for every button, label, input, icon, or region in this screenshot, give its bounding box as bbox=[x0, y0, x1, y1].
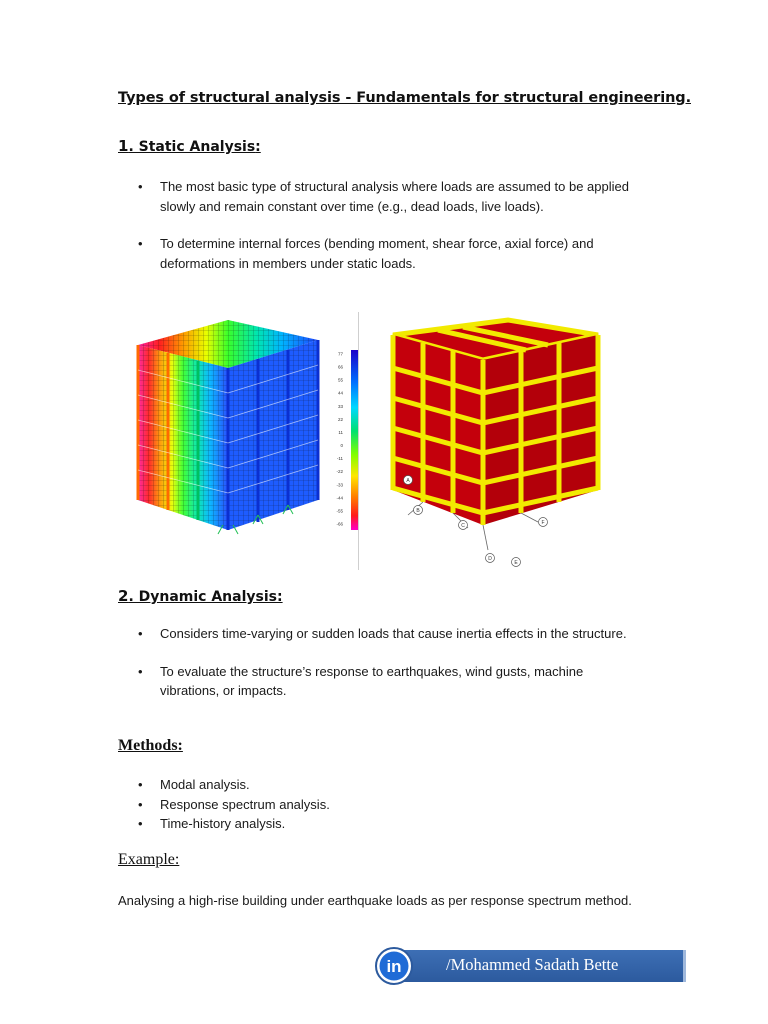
list-item: • Modal analysis. bbox=[138, 775, 638, 795]
section-heading-text: . Static Analysis bbox=[128, 139, 256, 155]
linkedin-icon[interactable] bbox=[374, 946, 414, 986]
legend-tick-label: -11 bbox=[336, 456, 343, 462]
section-heading-static bbox=[118, 137, 261, 155]
example-heading: Example: bbox=[118, 851, 180, 868]
section-heading-dynamic bbox=[118, 587, 283, 605]
list-item: • The most basic type of structural analysis where loads are assumed to be applied slowly and remain constant over time (e.g., dead loads, live loads). bbox=[138, 177, 638, 216]
section-heading-text: . Dynamic Analysis bbox=[128, 589, 277, 605]
contour-building-model bbox=[138, 320, 318, 534]
legend-tick-label: -44 bbox=[336, 495, 343, 501]
author-banner bbox=[386, 950, 686, 982]
legend-tick-label: 33 bbox=[337, 403, 343, 409]
document-title: Types of structural analysis - Fundamentals for structural engineering. bbox=[118, 90, 691, 106]
legend-tick-label: -33 bbox=[336, 482, 343, 488]
author-name: /Mohammed Sadath Bette bbox=[446, 955, 619, 974]
support-label: D bbox=[488, 555, 492, 562]
contour-legend bbox=[336, 350, 358, 530]
list-item: • Time-history analysis. bbox=[138, 814, 638, 834]
support-label: A bbox=[406, 477, 410, 484]
legend-tick-label: -22 bbox=[336, 469, 343, 475]
frame-building-model bbox=[393, 320, 598, 567]
section-heading-colon: : bbox=[255, 139, 261, 155]
legend-tick-label: 0 bbox=[340, 443, 343, 449]
support-label: F bbox=[541, 519, 545, 526]
list-item: • Response spectrum analysis. bbox=[138, 795, 638, 815]
support-label: C bbox=[461, 522, 465, 529]
legend-tick-label: 22 bbox=[337, 416, 343, 422]
legend-tick-label: -66 bbox=[336, 521, 343, 527]
legend-tick-label: 55 bbox=[337, 377, 343, 383]
methods-heading: Methods: bbox=[118, 737, 183, 754]
list-item: • To evaluate the structure’s response to earthquakes, wind gusts, machine vibrations, or impacts. bbox=[138, 662, 638, 701]
methods-list bbox=[138, 775, 638, 834]
linkedin-logo-text: in bbox=[386, 957, 402, 976]
static-bullets bbox=[138, 177, 638, 291]
structural-models-figure bbox=[118, 310, 623, 572]
legend-tick-label: 11 bbox=[338, 429, 343, 435]
support-label: B bbox=[416, 507, 420, 514]
support-label: E bbox=[514, 559, 518, 566]
section-number: 2 bbox=[118, 587, 129, 605]
dynamic-bullets bbox=[138, 624, 638, 719]
list-item: • Considers time-varying or sudden loads that cause inertia effects in the structure. bbox=[138, 624, 638, 644]
figure-divider bbox=[358, 312, 359, 570]
list-item: • To determine internal forces (bending moment, shear force, axial force) and deformations in members under static loads. bbox=[138, 234, 638, 273]
example-paragraph: Analysing a high-rise building under earthquake loads as per response spectrum method. bbox=[118, 893, 632, 908]
legend-tick-label: 66 bbox=[337, 364, 343, 370]
legend-tick-label: 77 bbox=[337, 351, 343, 357]
section-heading-colon: : bbox=[277, 589, 283, 605]
section-number: 1 bbox=[118, 137, 129, 155]
legend-tick-label: 44 bbox=[337, 390, 343, 396]
legend-colorbar bbox=[351, 350, 358, 530]
legend-tick-label: -55 bbox=[336, 508, 343, 514]
